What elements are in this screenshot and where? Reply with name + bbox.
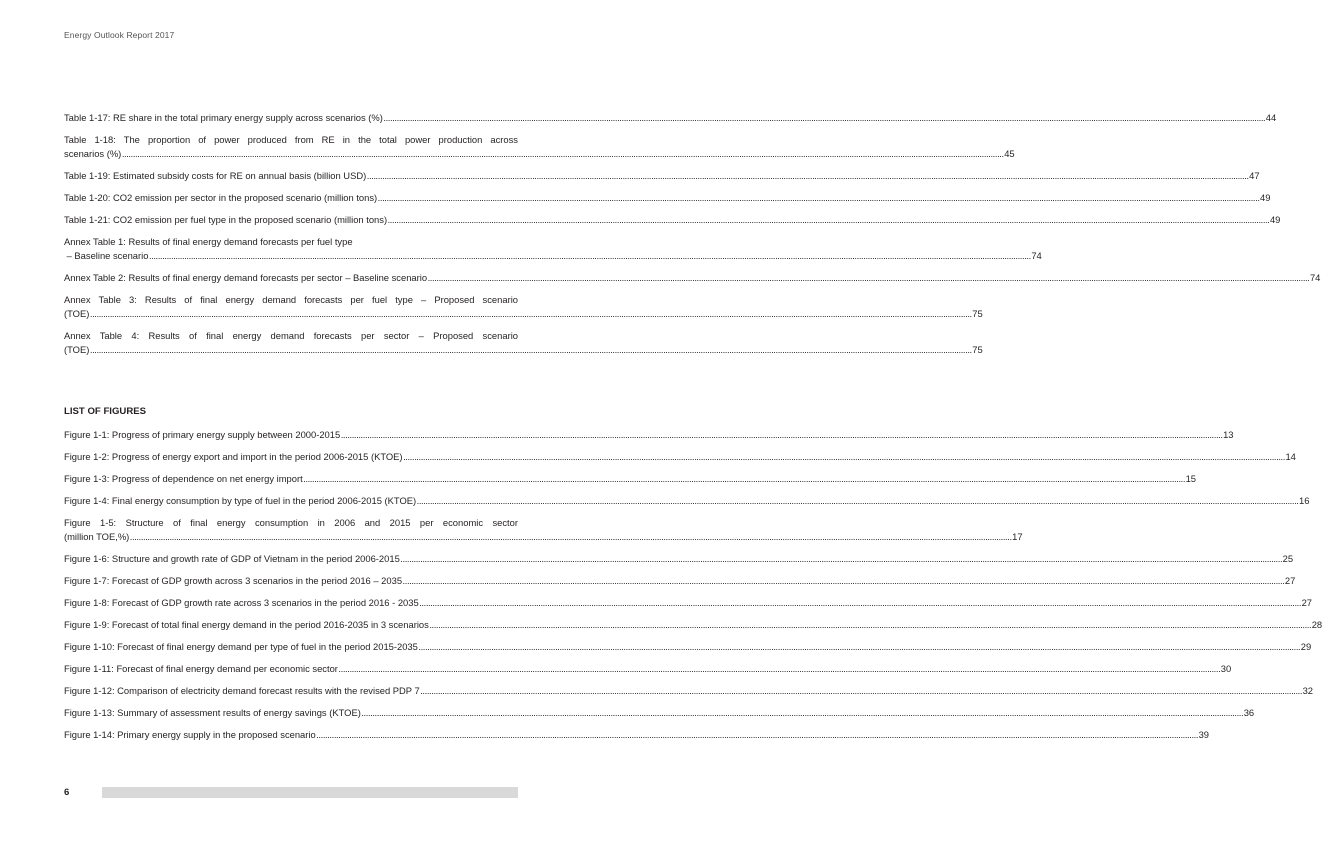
- dot-leader: ................................................................................................................................................................................................................................................................................................................................................................................................................: [419, 597, 1302, 608]
- entry-text: Annex Table 4: Results of final energy demand forecasts per sector – Proposed scenario: [64, 330, 518, 341]
- dot-leader: ................................................................................................................................................................................................................................................................................................................................................................................................................: [418, 641, 1301, 652]
- entry-page-number: 16: [1298, 495, 1310, 506]
- entry-text: Figure 1-12: Comparison of electricity demand forecast results with the revised PDP 7: [64, 685, 420, 696]
- dot-leader: ................................................................................................................................................................................................................................................................................................................................................................................................................: [403, 451, 1285, 462]
- dot-leader: ................................................................................................................................................................................................................................................................................................................................................................................................................: [383, 112, 1266, 123]
- entry-page-number: 49: [1269, 214, 1281, 225]
- entry-text: scenarios (%): [64, 148, 122, 159]
- entry-page-number: 45: [1004, 148, 1015, 159]
- entry-text: Table 1-19: Estimated subsidy costs for RE on annual basis (billion USD): [64, 170, 367, 181]
- table-list-entry[interactable]: [64, 133, 1015, 161]
- dot-leader: ................................................................................................................................................................................................................................................................................................................................................................................................................: [89, 308, 972, 319]
- dot-leader: ................................................................................................................................................................................................................................................................................................................................................................................................................: [377, 192, 1260, 203]
- figure-list-entry[interactable]: [64, 552, 1294, 566]
- entry-text: Figure 1-6: Structure and growth rate of GDP of Vietnam in the period 2006-2015: [64, 553, 400, 564]
- entry-text: Figure 1-5: Structure of final energy consumption in 2006 and 2015 per economic sector: [64, 517, 518, 528]
- entry-text: Table 1-17: RE share in the total primary energy supply across scenarios (%): [64, 112, 383, 123]
- table-list-entry[interactable]: [64, 213, 1281, 227]
- entry-page-number: 44: [1265, 112, 1277, 123]
- figure-list-entry[interactable]: [64, 618, 1322, 632]
- entry-page-number: 27: [1301, 597, 1313, 608]
- dot-leader: ................................................................................................................................................................................................................................................................................................................................................................................................................: [420, 685, 1303, 696]
- entry-text: Figure 1-13: Summary of assessment results of energy savings (KTOE): [64, 707, 361, 718]
- entry-page-number: 39: [1198, 729, 1210, 740]
- running-header: Energy Outlook Report 2017: [64, 30, 175, 40]
- figure-list-entry[interactable]: [64, 728, 1210, 742]
- list-of-tables: [64, 111, 1321, 365]
- entry-page-number: 36: [1243, 707, 1255, 718]
- figure-list-entry[interactable]: [64, 706, 1255, 720]
- dot-leader: ................................................................................................................................................................................................................................................................................................................................................................................................................: [429, 619, 1312, 630]
- entry-text: Figure 1-4: Final energy consumption by type of fuel in the period 2006-2015 (KTOE): [64, 495, 417, 506]
- dot-leader: ................................................................................................................................................................................................................................................................................................................................................................................................................: [340, 429, 1223, 440]
- dot-leader: ................................................................................................................................................................................................................................................................................................................................................................................................................: [402, 575, 1285, 586]
- entry-page-number: 75: [972, 344, 983, 355]
- figure-list-entry[interactable]: [64, 494, 1310, 508]
- entry-page-number: 75: [972, 308, 983, 319]
- entry-page-number: 27: [1284, 575, 1296, 586]
- dot-leader: ................................................................................................................................................................................................................................................................................................................................................................................................................: [427, 272, 1310, 283]
- dot-leader: ................................................................................................................................................................................................................................................................................................................................................................................................................: [89, 344, 972, 355]
- entry-text: Figure 1-3: Progress of dependence on net energy import: [64, 473, 303, 484]
- page-number: 6: [64, 787, 70, 798]
- table-list-entry[interactable]: [64, 329, 983, 357]
- dot-leader: ................................................................................................................................................................................................................................................................................................................................................................................................................: [416, 495, 1299, 506]
- entry-page-number: 28: [1311, 619, 1322, 630]
- entry-text: Table 1-18: The proportion of power produced from RE in the total power production across: [64, 134, 518, 145]
- dot-leader: ................................................................................................................................................................................................................................................................................................................................................................................................................: [400, 553, 1283, 564]
- entry-page-number: 17: [1012, 531, 1023, 542]
- footer-bar: [102, 787, 518, 798]
- figure-list-entry[interactable]: [64, 640, 1312, 654]
- entry-page-number: 14: [1285, 451, 1296, 462]
- entry-page-number: 13: [1223, 429, 1234, 440]
- table-list-entry[interactable]: [64, 191, 1271, 205]
- dot-leader: ................................................................................................................................................................................................................................................................................................................................................................................................................: [361, 707, 1244, 718]
- list-of-figures: [64, 428, 1322, 750]
- dot-leader: ................................................................................................................................................................................................................................................................................................................................................................................................................: [148, 250, 1031, 261]
- figure-list-entry[interactable]: [64, 596, 1313, 610]
- entry-text: Table 1-21: CO2 emission per fuel type in the proposed scenario (million tons): [64, 214, 388, 225]
- dot-leader: ................................................................................................................................................................................................................................................................................................................................................................................................................: [303, 473, 1186, 484]
- table-list-entry[interactable]: [64, 235, 1042, 263]
- entry-text: Annex Table 3: Results of final energy demand forecasts per fuel type – Proposed scenario: [64, 294, 518, 305]
- entry-text: (TOE): [64, 344, 90, 355]
- entry-text: Annex Table 1: Results of final energy demand forecasts per fuel type: [64, 236, 353, 247]
- entry-page-number: 25: [1282, 553, 1294, 564]
- entry-text: (TOE): [64, 308, 90, 319]
- table-list-entry[interactable]: [64, 271, 1321, 285]
- entry-page-number: 74: [1309, 272, 1321, 283]
- table-list-entry[interactable]: [64, 111, 1277, 125]
- entry-text: Figure 1-2: Progress of energy export and import in the period 2006-2015 (KTOE): [64, 451, 403, 462]
- entry-page-number: 15: [1185, 473, 1196, 484]
- entry-text: Figure 1-9: Forecast of total final energy demand in the period 2016-2035 in 3 scenarios: [64, 619, 429, 630]
- list-of-figures-heading: LIST OF FIGURES: [64, 406, 147, 417]
- entry-text: Figure 1-7: Forecast of GDP growth across 3 scenarios in the period 2016 – 2035: [64, 575, 403, 586]
- entry-text: – Baseline scenario: [64, 250, 149, 261]
- entry-page-number: 47: [1249, 170, 1260, 181]
- dot-leader: ................................................................................................................................................................................................................................................................................................................................................................................................................: [387, 214, 1270, 225]
- entry-text: (million TOE,%): [64, 531, 130, 542]
- figure-list-entry[interactable]: [64, 428, 1234, 442]
- entry-text: Figure 1-11: Forecast of final energy demand per economic sector: [64, 663, 338, 674]
- entry-page-number: 30: [1220, 663, 1232, 674]
- entry-text: Annex Table 2: Results of final energy demand forecasts per sector – Baseline scenario: [64, 272, 428, 283]
- entry-text: Figure 1-10: Forecast of final energy demand per type of fuel in the period 2015-2035: [64, 641, 418, 652]
- entry-text: Table 1-20: CO2 emission per sector in the proposed scenario (million tons): [64, 192, 378, 203]
- entry-page-number: 29: [1300, 641, 1312, 652]
- entry-text: Figure 1-1: Progress of primary energy supply between 2000-2015: [64, 429, 341, 440]
- entry-page-number: 32: [1302, 685, 1314, 696]
- dot-leader: ................................................................................................................................................................................................................................................................................................................................................................................................................: [129, 531, 1012, 542]
- figure-list-entry[interactable]: [64, 574, 1296, 588]
- dot-leader: ................................................................................................................................................................................................................................................................................................................................................................................................................: [121, 148, 1004, 159]
- figure-list-entry[interactable]: [64, 662, 1232, 676]
- dot-leader: ................................................................................................................................................................................................................................................................................................................................................................................................................: [316, 729, 1199, 740]
- dot-leader: ................................................................................................................................................................................................................................................................................................................................................................................................................: [366, 170, 1249, 181]
- figure-list-entry[interactable]: [64, 450, 1296, 464]
- dot-leader: ................................................................................................................................................................................................................................................................................................................................................................................................................: [338, 663, 1221, 674]
- entry-page-number: 74: [1031, 250, 1042, 261]
- table-list-entry[interactable]: [64, 169, 1260, 183]
- entry-page-number: 49: [1260, 192, 1271, 203]
- figure-list-entry[interactable]: [64, 684, 1314, 698]
- entry-text: Figure 1-8: Forecast of GDP growth rate across 3 scenarios in the period 2016 - 2035: [64, 597, 419, 608]
- figure-list-entry[interactable]: [64, 516, 1023, 544]
- figure-list-entry[interactable]: [64, 472, 1196, 486]
- entry-text: Figure 1-14: Primary energy supply in the proposed scenario: [64, 729, 316, 740]
- table-list-entry[interactable]: [64, 293, 983, 321]
